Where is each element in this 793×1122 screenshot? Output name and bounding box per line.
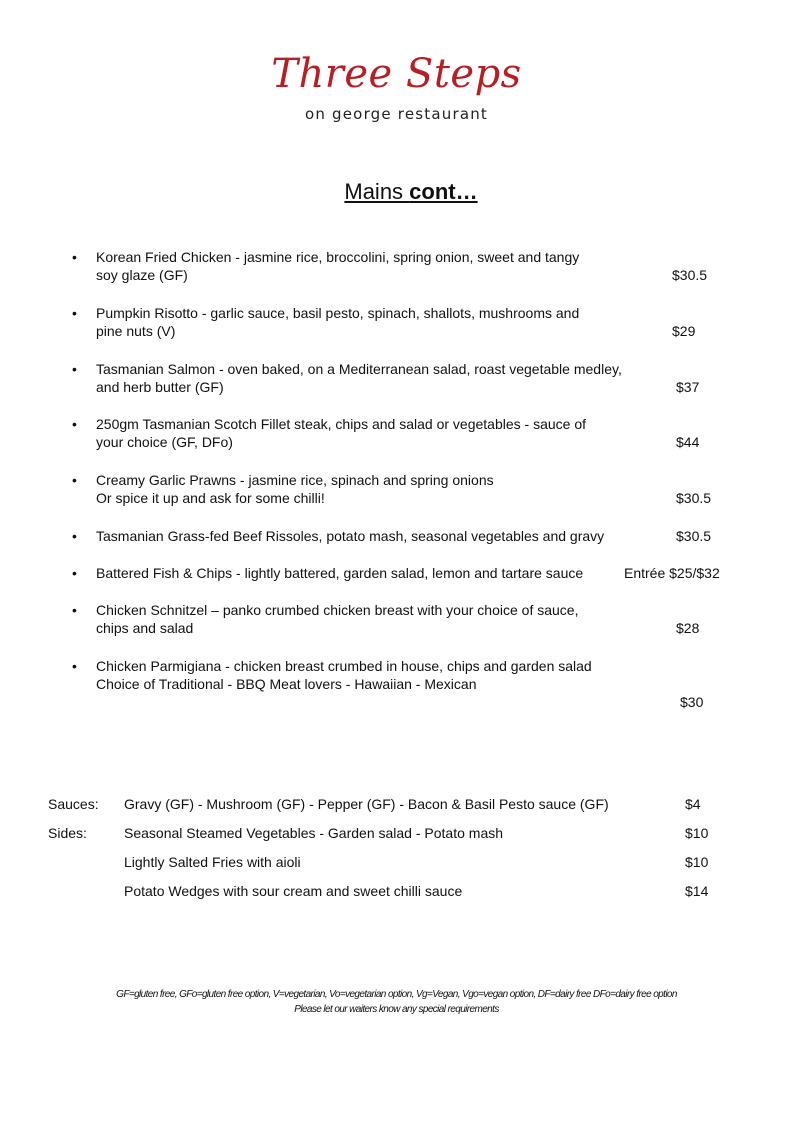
bullet-icon: •	[72, 528, 77, 544]
logo-subtitle: on george restaurant	[304, 105, 488, 123]
item-line2: Or spice it up and ask for some chilli!	[96, 490, 325, 506]
side-price: $14	[685, 883, 709, 899]
side-price: $10	[685, 825, 709, 841]
item-line2: pine nuts (V)	[96, 323, 176, 339]
side-item: Potato Wedges with sour cream and sweet chilli sauce	[124, 883, 463, 899]
section-title-bold: cont…	[409, 179, 478, 204]
item-line1: Creamy Garlic Prawns - jasmine rice, spinach and spring onions	[96, 472, 494, 488]
item-line2: soy glaze (GF)	[96, 267, 188, 283]
item-price: $37	[676, 379, 700, 395]
item-line2: and herb butter (GF)	[96, 379, 224, 395]
dietary-legend: GF=gluten free, GFo=gluten free option, V=vegetarian, Vo=vegetarian option, Vg=Vegan, Vgo=vegan option, DF=dairy free DFo=dairy free option	[116, 989, 677, 1000]
item-line1: Korean Fried Chicken - jasmine rice, broccolini, spring onion, sweet and tangy	[96, 249, 580, 265]
bullet-icon: •	[72, 305, 77, 321]
item-line1: Battered Fish & Chips - lightly battered, garden salad, lemon and tartare sauce	[96, 565, 584, 581]
bullet-icon: •	[72, 602, 77, 618]
sauces-text: Gravy (GF) - Mushroom (GF) - Pepper (GF) - Bacon & Basil Pesto sauce (GF)	[124, 796, 609, 812]
item-line2: your choice (GF, DFo)	[96, 434, 233, 450]
item-line2: Choice of Traditional - BBQ Meat lovers - Hawaiian - Mexican	[96, 676, 477, 692]
item-line1: Tasmanian Salmon - oven baked, on a Mediterranean salad, roast vegetable medley,	[96, 361, 622, 377]
special-requirements-note: Please let our waiters know any special requirements	[294, 1004, 499, 1015]
item-line1: 250gm Tasmanian Scotch Fillet steak, chips and salad or vegetables - sauce of	[96, 416, 587, 432]
item-price: $30.5	[676, 528, 712, 544]
logo-title: Three Steps	[271, 51, 522, 97]
item-price: $28	[676, 620, 700, 636]
bullet-icon: •	[72, 249, 77, 265]
bullet-icon: •	[72, 416, 77, 432]
item-line1: Chicken Schnitzel – panko crumbed chicken breast with your choice of sauce,	[96, 602, 579, 618]
item-price: $30.5	[672, 267, 708, 283]
item-price: $30	[680, 694, 704, 710]
side-item: Seasonal Steamed Vegetables - Garden salad - Potato mash	[124, 825, 504, 841]
sauces-price: $4	[685, 796, 701, 812]
sides-label: Sides:	[48, 825, 87, 841]
section-title-text: Mains	[344, 179, 410, 204]
bullet-icon: •	[72, 361, 77, 377]
item-price: $29	[672, 323, 696, 339]
bullet-icon: •	[72, 565, 77, 581]
item-line1: Pumpkin Risotto - garlic sauce, basil pesto, spinach, shallots, mushrooms and	[96, 305, 580, 321]
item-line2: chips and salad	[96, 620, 194, 636]
side-price: $10	[685, 854, 709, 870]
item-price: $44	[676, 434, 700, 450]
item-price: Entrée $25/$32	[624, 565, 720, 581]
bullet-icon: •	[72, 658, 77, 674]
item-line1: Tasmanian Grass-fed Beef Rissoles, potato mash, seasonal vegetables and gravy	[96, 528, 605, 544]
bullet-icon: •	[72, 472, 77, 488]
item-line1: Chicken Parmigiana - chicken breast crumbed in house, chips and garden salad	[96, 658, 592, 674]
side-item: Lightly Salted Fries with aioli	[124, 854, 301, 870]
sauces-label: Sauces:	[48, 796, 99, 812]
item-price: $30.5	[676, 490, 712, 506]
